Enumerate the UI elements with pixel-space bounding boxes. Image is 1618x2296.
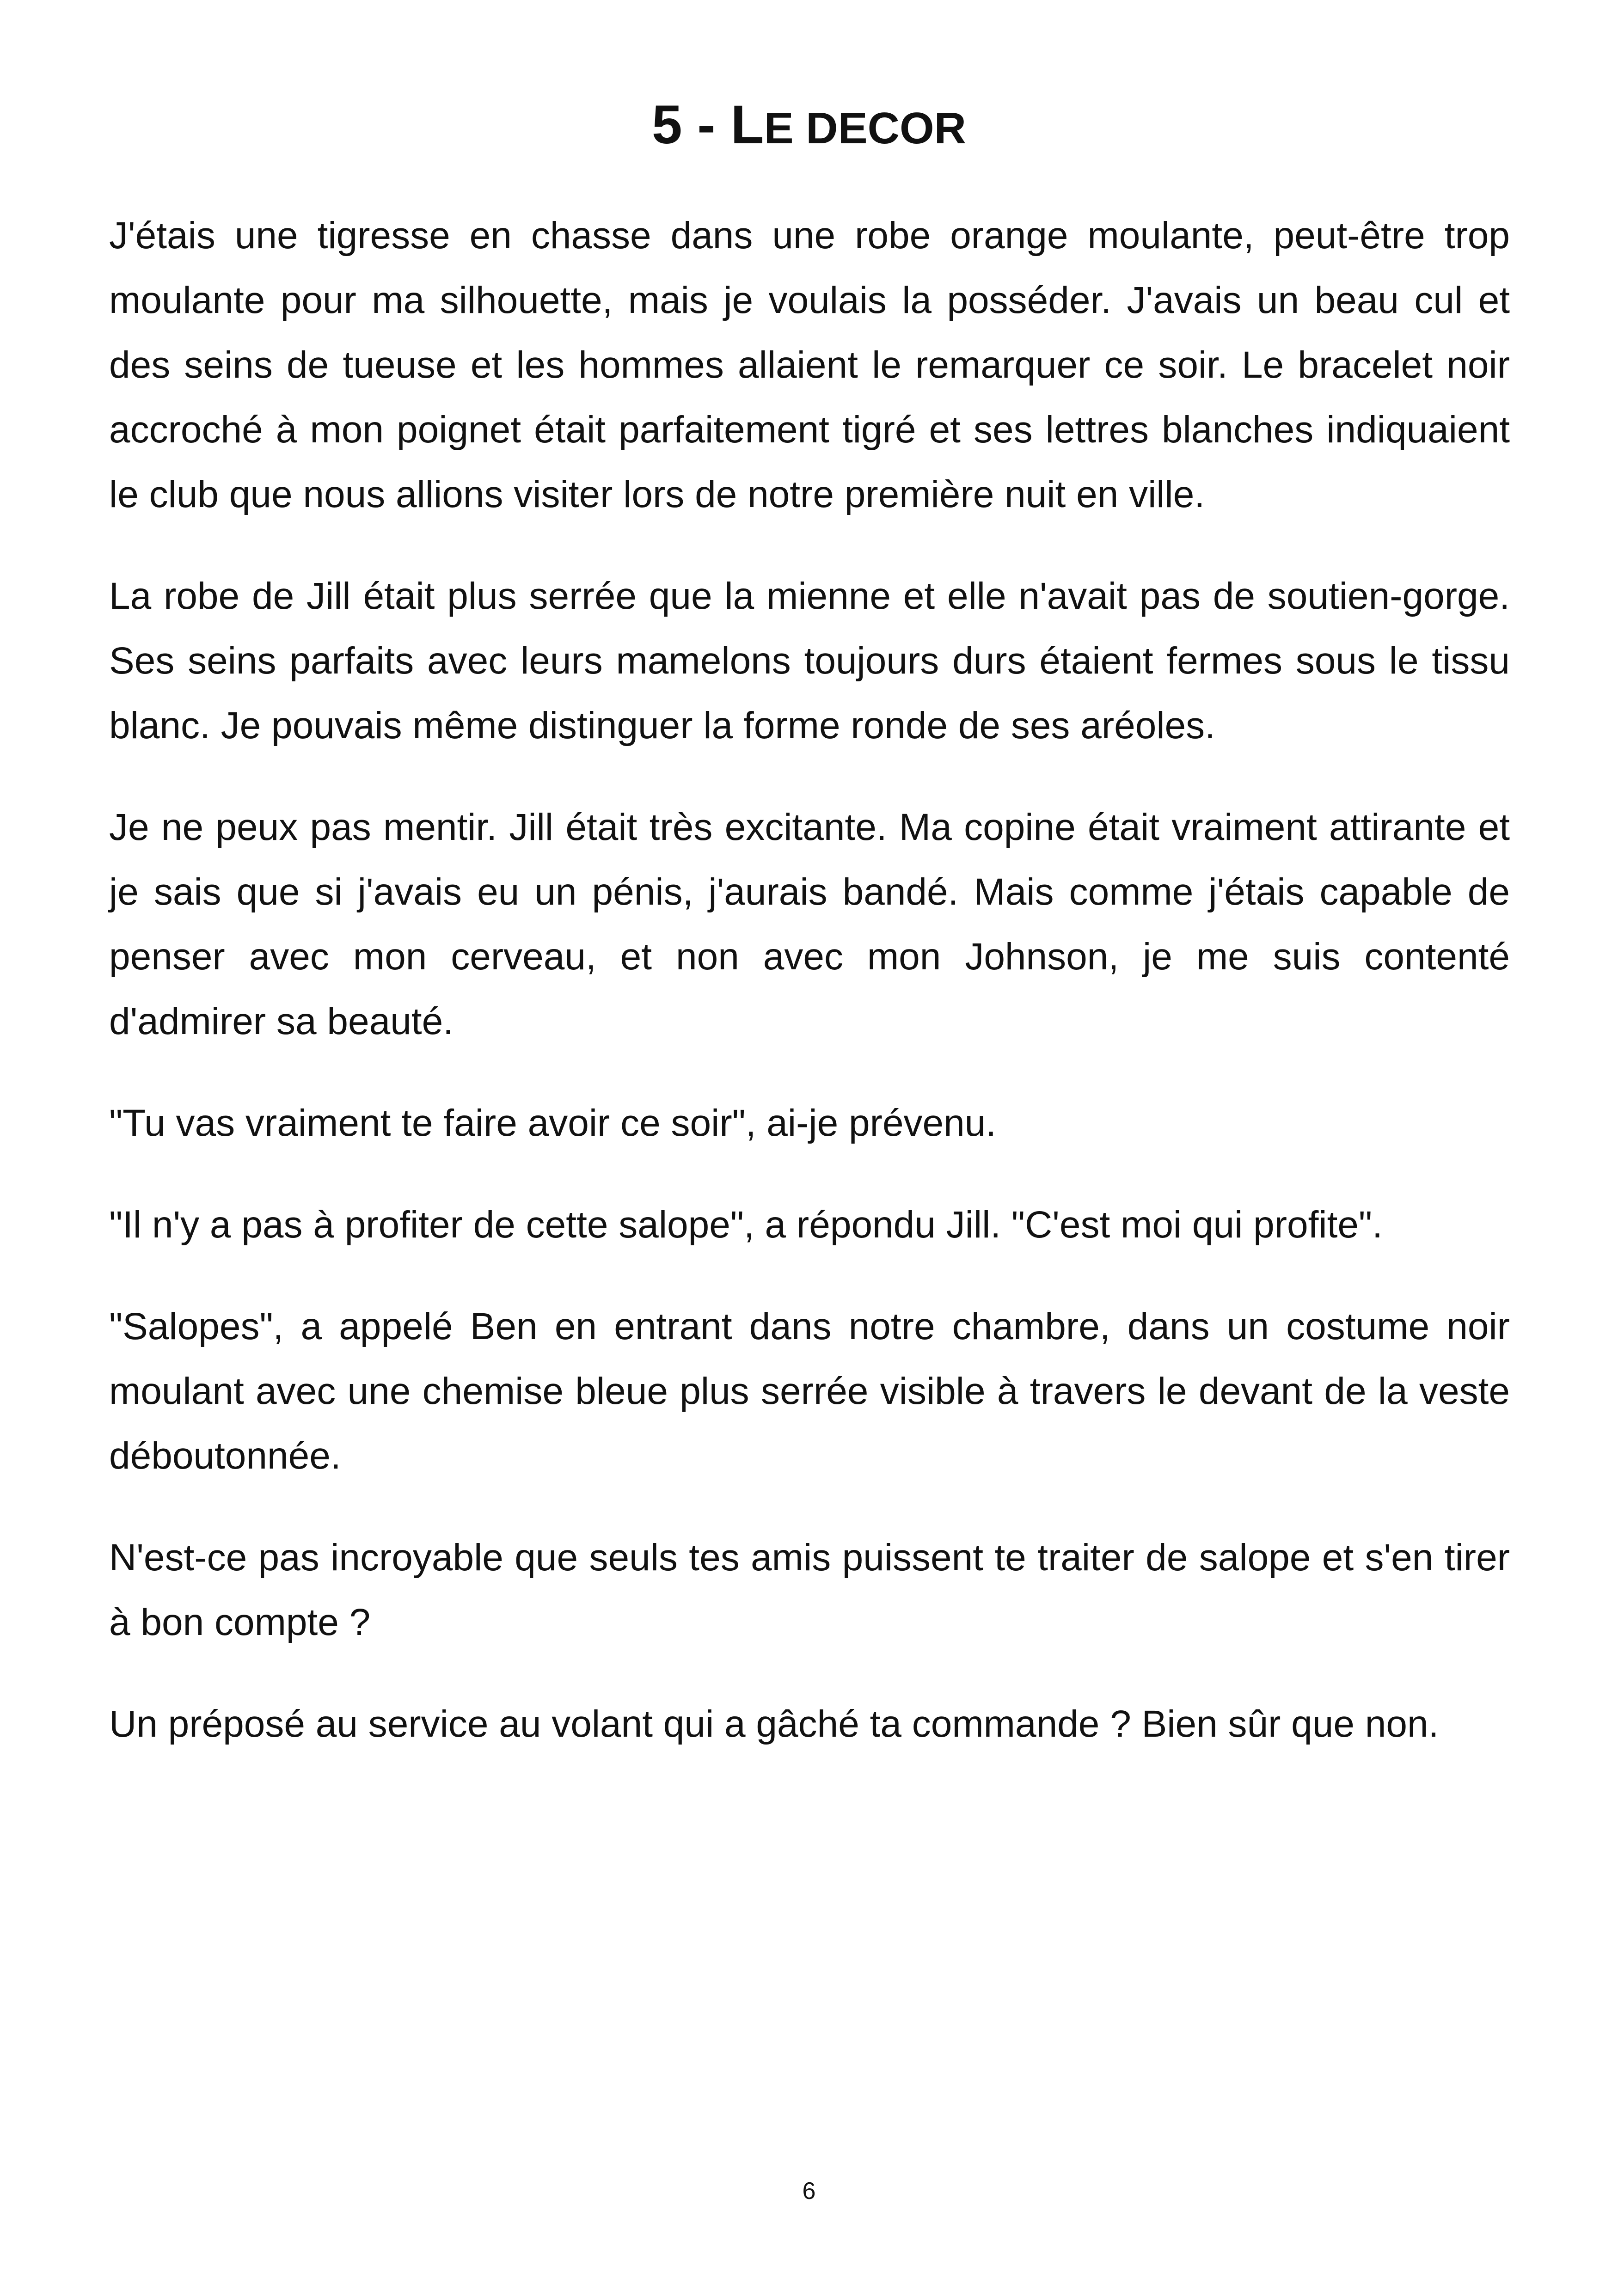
paragraph: Je ne peux pas mentir. Jill était très excitante. Ma copine était vraiment attirante et je sais que si j'avais eu un pénis, j'aurais bandé. Mais comme j'étais capable de penser avec mon cerveau, et non avec mon Johnson, je me suis contenté d'admirer sa beauté. [109,806,1510,1042]
chapter-title [0,88,1618,165]
paragraph: "Il n'y a pas à profiter de cette salope", a répondu Jill. "C'est moi qui profite". [109,1204,1383,1246]
chapter-title-initial: L [730,94,764,155]
chapter-title-rest: E DECOR [764,104,966,153]
paragraph: "Salopes", a appelé Ben en entrant dans notre chambre, dans un costume noir moulant avec une chemise bleue plus serrée visible à travers le devant de la veste déboutonnée. [109,1305,1510,1477]
paragraph: J'étais une tigresse en chasse dans une robe orange moulante, peut-être trop moulante pour ma silhouette, mais je voulais la posséder. J'avais un beau cul et des seins de tueuse et les hommes allaient le remarquer ce soir. Le bracelet noir accroché à mon poignet était parfaitement tigré et ses lettres blanches indiquaient le club que nous allions visiter lors de notre première nuit en ville. [109,214,1510,515]
body-text [109,203,1510,1794]
paragraph: La robe de Jill était plus serrée que la mienne et elle n'avait pas de soutien-gorge. Ses seins parfaits avec leurs mamelons toujours durs étaient fermes sous le tissu blanc. Je pouvais même distinguer la forme ronde de ses aréoles. [109,575,1510,747]
paragraph: N'est-ce pas incroyable que seuls tes amis puissent te traiter de salope et s'en tirer à bon compte ? [109,1537,1510,1643]
chapter-number: 5 - [652,94,731,155]
paragraph: Un préposé au service au volant qui a gâché ta commande ? Bien sûr que non. [109,1703,1439,1745]
page-number: 6 [802,2178,816,2204]
paragraph: "Tu vas vraiment te faire avoir ce soir", ai-je prévenu. [109,1102,997,1144]
